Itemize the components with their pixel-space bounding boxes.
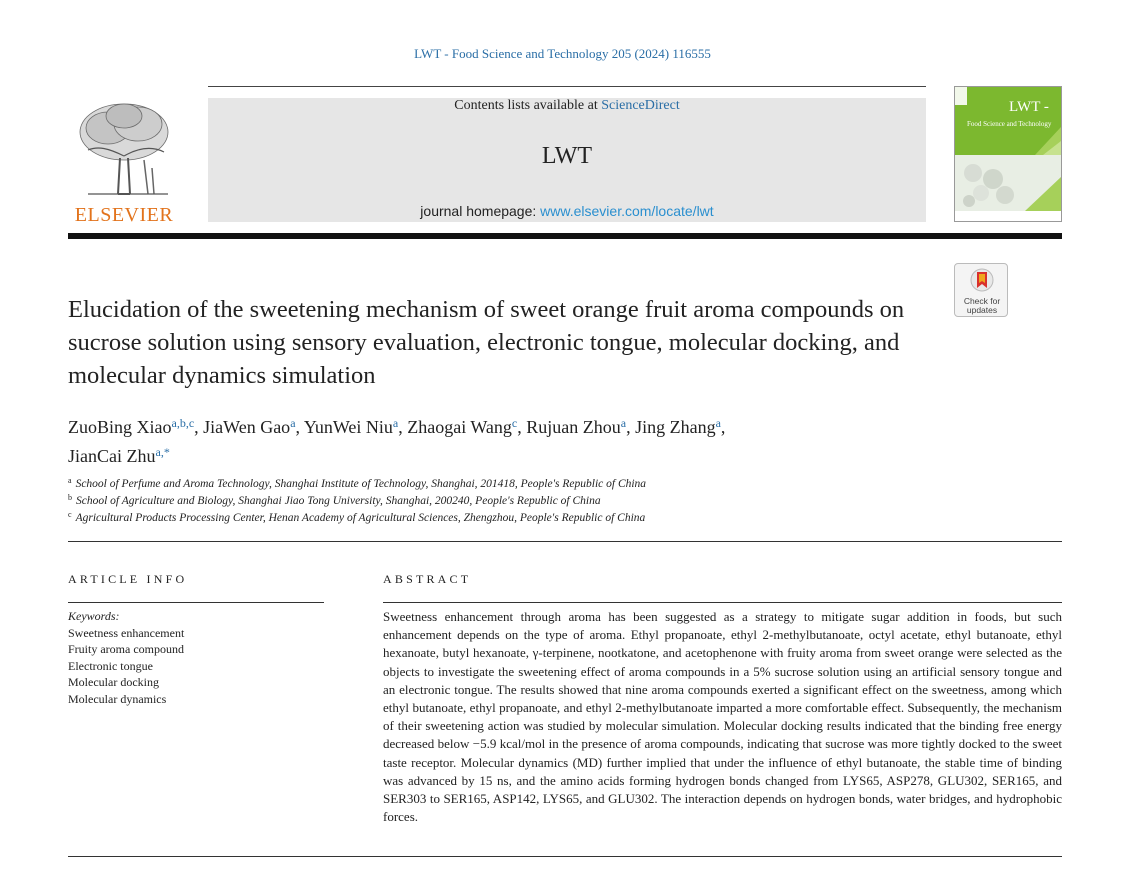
author-separator: , <box>398 417 408 437</box>
journal-citation[interactable]: LWT - Food Science and Technology 205 (2024) 116555 <box>414 46 711 61</box>
cover-title: LWT - <box>1009 99 1049 115</box>
bookmark-icon <box>970 268 994 296</box>
author-affiliation-marker[interactable]: a <box>392 416 399 430</box>
abstract-bottom-rule <box>68 856 1062 857</box>
affiliation-rule <box>68 541 1062 542</box>
affiliation-text: School of Perfume and Aroma Technology, Shanghai Institute of Technology, Shanghai, 201418, People's Republic of China <box>75 478 647 490</box>
article-title: Elucidation of the sweetening mechanism of sweet orange fruit aroma compounds on sucrose solution using sensory evaluation, electronic tongue, molecular docking, and molecular dynamics simulation <box>68 296 905 389</box>
author-affiliation-marker[interactable]: a <box>620 416 627 430</box>
author-name[interactable]: ZuoBing Xiao <box>68 417 172 437</box>
author-list <box>68 411 968 469</box>
author-separator: , <box>720 417 726 437</box>
author-separator: , <box>517 417 527 437</box>
abstract-heading: ABSTRACT <box>383 572 472 586</box>
keywords-block <box>68 608 324 708</box>
author-name[interactable]: Rujuan Zhou <box>526 417 621 437</box>
sciencedirect-link[interactable]: ScienceDirect <box>601 98 680 113</box>
author-separator: , <box>194 417 204 437</box>
contents-line <box>208 98 926 114</box>
keywords-label: Keywords: <box>68 609 120 623</box>
crossmark-line1: Check for <box>963 296 1001 306</box>
affiliation-label: b <box>68 493 72 502</box>
author-name[interactable]: JiaWen Gao <box>203 417 291 437</box>
elsevier-wordmark: ELSEVIER <box>74 204 174 226</box>
author-affiliation-marker[interactable]: a <box>715 416 721 430</box>
author-name[interactable]: Zhaogai Wang <box>407 417 512 437</box>
author-separator: , <box>626 417 636 437</box>
author-name[interactable]: JianCai Zhu <box>68 446 156 466</box>
affiliation-b <box>68 493 601 507</box>
affiliation-label: a <box>68 476 72 485</box>
abstract-text: Sweetness enhancement through aroma has been suggested as a strategy to mitigate sugar addition in foods, but such enhancement depends on the type of aroma. Ethyl propanoate, ethyl 2-methylbutanoate, octyl acetate, ethyl butanoate, ethyl hexanoate, butyl hexanoate, γ-terpinene, nootkatone, and acetophenone with fruity aroma from sweet orange were selected as the objects to investigate the sweetening effect of aroma compounds in a 5% sucrose solution using an artificial sensory tongue and an electronic tongue. The results showed that nine aroma compounds exerted a significant effect on the sweetness, among which ethyl butanoate, ethyl propanoate, and ethyl 2-methylbutanoate imparted a more comfortable effect. Subsequently, the mechanism of their sweetening action was studied by molecular simulation. Molecular docking results indicated that the binding free energy decreased below −5.9 kcal/mol in the presence of aroma compounds, indicating that sucrose was more tightly docked to the sweet taste receptor. Molecular dynamics (MD) further implied that under the influence of ethyl butanoate, the stable time of binding was advanced by 15 ns, and the amino acids forming hydrogen bonds changed from LYS65, ASP278, GLU302, SER165, and SER303 to SER165, ASP142, LYS65, and GLU302. The interaction depends on hydrogen bonds, water bridges, and hydrophobic forces. <box>383 609 1062 825</box>
tree-icon <box>68 98 180 202</box>
keyword-item[interactable]: Molecular docking <box>68 675 159 690</box>
author-affiliation-marker[interactable]: a,* <box>155 445 170 459</box>
article-info-rule <box>68 602 324 603</box>
affiliation-a <box>68 476 646 490</box>
keyword-item[interactable]: Electronic tongue <box>68 658 153 673</box>
author-name[interactable]: YunWei Niu <box>303 417 393 437</box>
contents-prefix: Contents lists available at <box>454 98 602 113</box>
keyword-item[interactable]: Molecular dynamics <box>68 691 167 706</box>
crossmark-line2: updates <box>966 305 998 315</box>
author-separator: , <box>295 417 304 437</box>
affiliation-label: c <box>68 510 72 519</box>
journal-name: LWT <box>541 143 593 169</box>
keyword-item[interactable]: Sweetness enhancement <box>68 625 185 640</box>
author-affiliation-marker[interactable]: a <box>290 416 296 430</box>
affiliation-text: Agricultural Products Processing Center, Henan Academy of Agricultural Sciences, Zhengzhou, People's Republic of China <box>75 512 646 524</box>
author-affiliation-marker[interactable]: c <box>511 416 518 430</box>
journal-cover[interactable] <box>954 86 1062 222</box>
homepage-line <box>208 203 926 219</box>
homepage-prefix: journal homepage: <box>420 203 541 219</box>
check-for-updates-button[interactable] <box>954 263 1008 317</box>
author-affiliation-marker[interactable]: a,b,c <box>171 416 195 430</box>
cover-subtitle: Food Science and Technology <box>967 120 1052 128</box>
article-info-heading: ARTICLE INFO <box>68 572 188 586</box>
check-for-updates-label <box>955 297 1009 315</box>
affiliation-text: School of Agriculture and Biology, Shanghai Jiao Tong University, Shanghai, 200240, People's Republic of China <box>76 495 601 507</box>
affiliation-c <box>68 510 645 524</box>
author-name[interactable]: Jing Zhang <box>635 417 716 437</box>
homepage-link[interactable]: www.elsevier.com/locate/lwt <box>540 203 714 219</box>
header-thick-rule <box>68 233 1062 239</box>
keyword-item[interactable]: Fruity aroma compound <box>68 642 184 657</box>
abstract-rule <box>383 602 1062 603</box>
header-top-rule <box>208 86 926 87</box>
